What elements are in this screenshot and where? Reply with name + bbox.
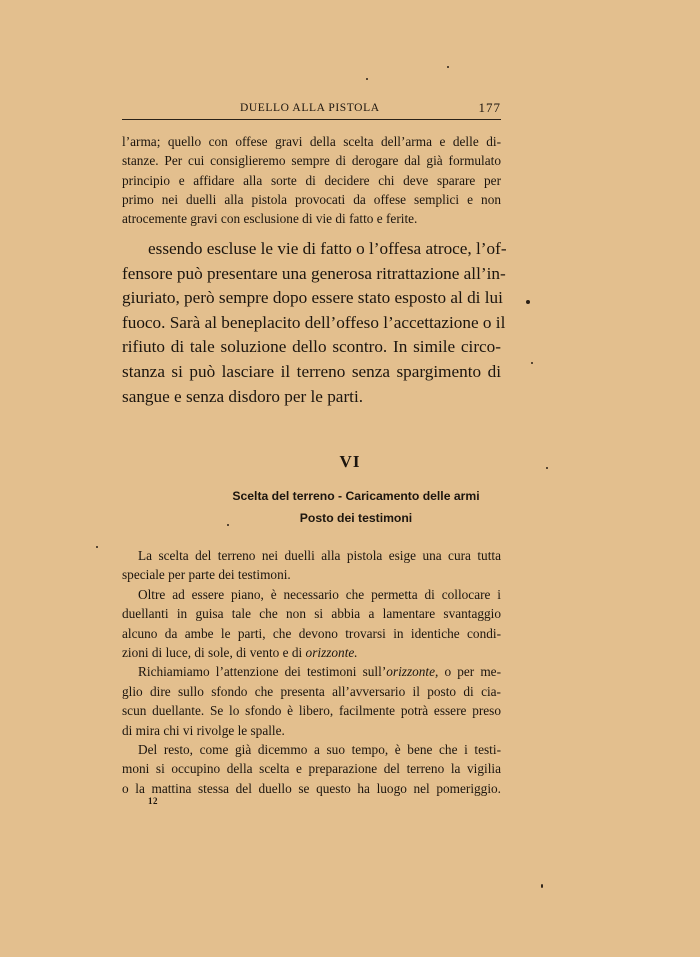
running-title: DUELLO ALLA PISTOLA — [240, 102, 380, 114]
main-line: rifiuto di tale soluzione dello scontro. In simile circo- — [122, 337, 501, 357]
ink-speck — [227, 524, 229, 526]
ink-speck — [531, 362, 533, 364]
main-line: sangue e senza disdoro per le parti. — [122, 386, 364, 406]
ink-speck — [96, 546, 98, 548]
body-line: scun duellante. Se lo sfondo è libero, facilmente potrà essere preso — [122, 703, 501, 719]
body-line: moni si occupino della scelta e preparazione del terreno la vigilia — [122, 761, 501, 777]
body-line: speciale per parte dei testimoni. — [122, 567, 291, 583]
main-paragraph — [122, 237, 507, 409]
running-header — [122, 99, 501, 120]
main-line: stanza si può lasciare il terreno senza spargimento di — [122, 361, 501, 381]
body-line: La scelta del terreno nei duelli alla pistola esige una cura tutta — [138, 548, 501, 563]
main-line: giuriato, però sempre dopo essere stato esposto al di lui — [122, 288, 503, 308]
body-paragraph — [122, 585, 501, 663]
signature-mark: 12 — [148, 796, 158, 806]
ink-speck — [546, 467, 548, 469]
note-line: stanze. Per cui consiglieremo sempre di derogare dal già formulato — [122, 153, 501, 169]
body-line: di mira chi vi rivolge le spalle. — [122, 722, 285, 738]
note-line: atrocemente gravi con esclusione di vie di fatto e ferite. — [122, 211, 418, 227]
body-paragraph — [122, 740, 501, 798]
body-paragraph — [122, 546, 501, 585]
main-line: fuoco. Sarà al beneplacito dell’offeso l’accettazione o il — [122, 312, 506, 332]
note-paragraph — [122, 132, 501, 228]
body-line: o la mattina stessa del duello se questo ha luogo nel pomeriggio. — [122, 780, 501, 796]
body-line — [122, 662, 501, 681]
body-line: glio dire sullo sfondo che presenta all’avversario il posto di cia- — [122, 683, 501, 699]
note-line: primo nei duelli alla pistola provocati da offese semplici e non — [122, 191, 501, 207]
body-line-text: zioni di luce, di sole, di vento e di — [122, 645, 306, 661]
note-line: l’arma; quello con offese gravi della scelta dell’arma e delle di- — [122, 134, 501, 149]
emphasized-word: orizzonte, — [386, 664, 439, 680]
chapter-title-line-2: Posto dei testimoni — [299, 511, 413, 525]
body-line-text: o per me- — [438, 664, 501, 680]
chapter-body — [122, 546, 501, 798]
main-line: essendo escluse le vie di fatto o l’offesa atroce, l’of- — [148, 239, 507, 258]
ink-speck — [526, 300, 530, 304]
body-line: duellanti in guisa tale che non si abbia a lamentare svantaggio — [122, 606, 501, 622]
body-line: Oltre ad essere piano, è necessario che permetta di collocare i — [138, 586, 501, 602]
main-line: fensore può presentare una generosa ritrattazione all’in- — [122, 263, 506, 283]
ink-speck — [447, 66, 449, 68]
body-line-text: Richiamiamo l’attenzione dei testimoni sull’ — [138, 664, 387, 680]
page-number: 177 — [478, 100, 501, 115]
body-line: Del resto, come già dicemmo a suo tempo, è bene che i testi- — [138, 742, 501, 758]
body-line: alcuno da ambe le parti, che devono trovarsi in identiche condi- — [122, 625, 501, 641]
ink-speck — [541, 884, 543, 888]
body-line — [122, 643, 501, 662]
emphasized-word: orizzonte. — [305, 645, 358, 661]
chapter-title-line-1: Scelta del terreno - Caricamento delle armi — [232, 489, 480, 503]
note-line: principio e affidare alla sorte di decidere chi deve sparare per — [122, 172, 501, 188]
chapter-number: VI — [339, 452, 361, 471]
ink-speck — [366, 78, 368, 80]
body-paragraph — [122, 662, 501, 740]
